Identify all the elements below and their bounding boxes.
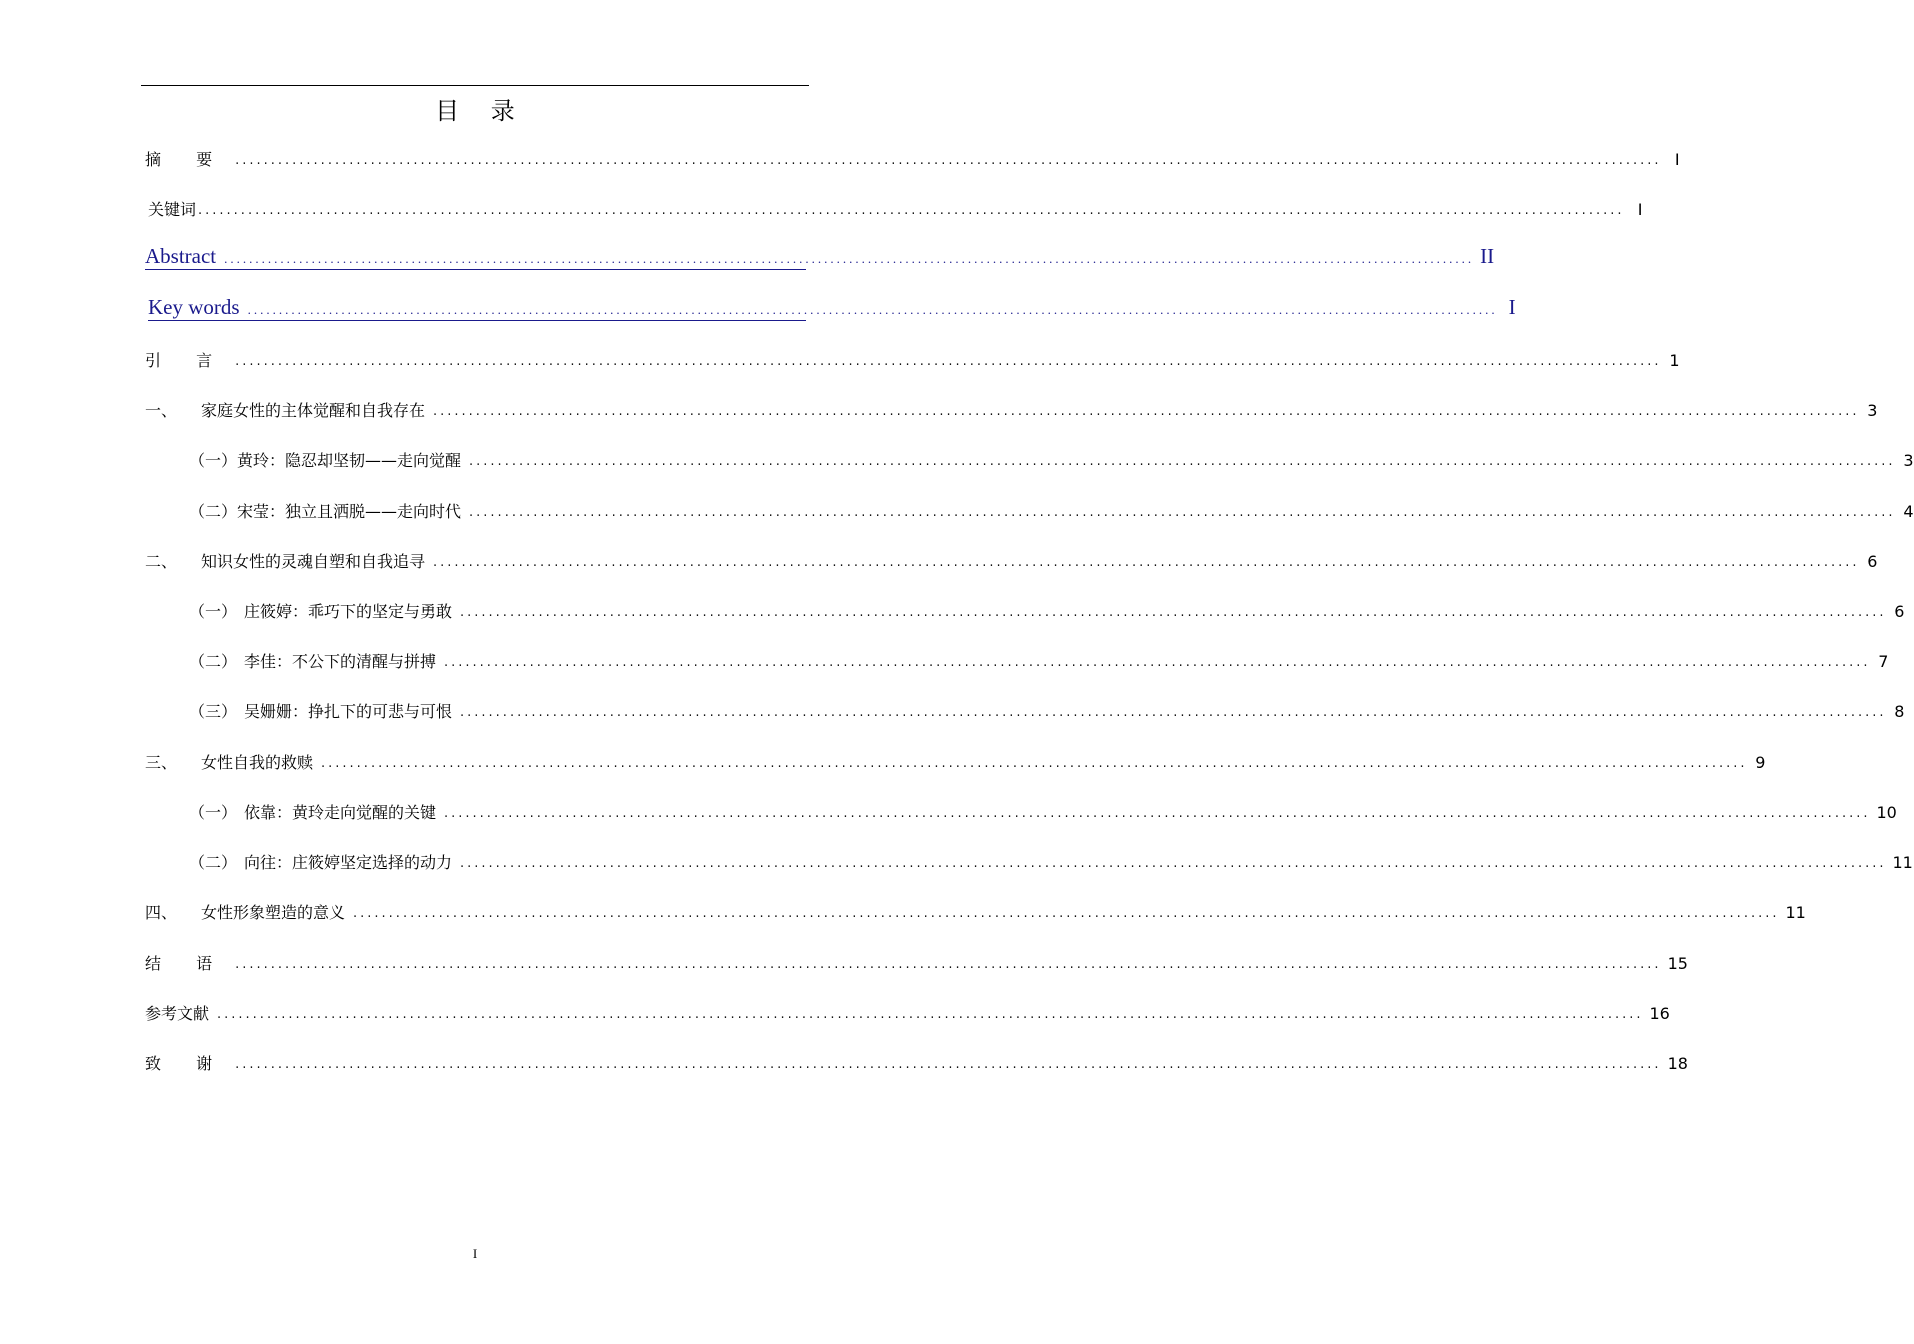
- toc-entry-acknowledgements[interactable]: [145, 1047, 1688, 1075]
- toc-entry-abstract-en[interactable]: [145, 241, 1495, 270]
- toc-entry-page: I: [1674, 150, 1680, 169]
- toc-entry-label: 关键词: [148, 200, 197, 219]
- toc-entry-text: 向往：庄筱婷坚定选择的动力: [244, 853, 453, 872]
- toc-leader-dots: ........................................................................................................................................................................................................: [433, 404, 1860, 419]
- toc-entry-text: 依靠：黄玲走向觉醒的关键: [244, 803, 437, 822]
- toc-entry-number: （二）: [189, 652, 238, 671]
- toc-entry-number: （二）: [189, 853, 238, 872]
- toc-entry-chapter-3[interactable]: [145, 746, 1766, 774]
- toc-leader-dots: ........................................................................................................................................................................................................: [460, 856, 1887, 871]
- toc-entry-label: [145, 400, 425, 422]
- toc-entry-number: （一）: [189, 803, 238, 822]
- toc-leader-dots: ........................................................................................................................................................................................................: [235, 957, 1662, 972]
- toc-leader-dots: ........................................................................................................................................................................................................: [235, 354, 1662, 369]
- toc-entry-label: [189, 651, 436, 673]
- page-number: I: [472, 1246, 478, 1261]
- toc-entry-text: 宋莹：独立且洒脱——走向时代: [237, 502, 462, 521]
- toc-entry-references[interactable]: [145, 997, 1670, 1025]
- toc-entry-label: [189, 450, 461, 472]
- toc-entry-chapter-1[interactable]: [145, 394, 1878, 422]
- toc-entry-chapter-2[interactable]: [145, 545, 1878, 573]
- toc-entry-chapter-2-3[interactable]: [189, 695, 1905, 723]
- toc-leader-dots: ........................................................................................................................................................................................................: [433, 555, 1860, 570]
- toc-leader-dots: ........................................................................................................................................................................................................: [460, 705, 1887, 720]
- toc-entry-chapter-3-1[interactable]: [189, 796, 1897, 824]
- toc-entry-label: 致 谢: [145, 1054, 228, 1073]
- toc-entry-text: 李佳：不公下的清醒与拼搏: [244, 652, 437, 671]
- toc-entry-label: [189, 852, 452, 874]
- toc-leader-dots: ........................................................................................................................................................................................................: [198, 203, 1625, 218]
- toc-leader-dots: ........................................................................................................................................................................................................: [444, 806, 1871, 821]
- toc-leader-dots: ........................................................................................................................................................................................................: [469, 505, 1896, 520]
- toc-entry-page: I: [1637, 200, 1643, 219]
- toc-entry-text: 女性自我的救赎: [201, 753, 314, 772]
- toc-entry-page: 9: [1755, 753, 1766, 772]
- toc-entry-label: [189, 501, 461, 523]
- toc-entry-label: [189, 802, 436, 824]
- toc-leader-dots: ........................................................................................................................................................................................................: [224, 251, 1475, 266]
- toc-leader-dots: ........................................................................................................................................................................................................: [469, 454, 1896, 469]
- toc-entry-label: [189, 701, 452, 723]
- toc-entry-keywords-cn[interactable]: [145, 193, 1643, 221]
- toc-entry-text: 庄筱婷：乖巧下的坚定与勇敢: [244, 602, 453, 621]
- toc-entry-page: 4: [1903, 502, 1914, 521]
- toc-leader-dots: ........................................................................................................................................................................................................: [247, 302, 1498, 317]
- toc-leader-dots: ........................................................................................................................................................................................................: [217, 1007, 1644, 1022]
- toc-entry-text: 黄玲：隐忍却坚韧——走向觉醒: [237, 451, 462, 470]
- toc-leader-dots: ........................................................................................................................................................................................................: [321, 756, 1748, 771]
- toc-entry-page: 18: [1667, 1054, 1688, 1073]
- toc-leader-dots: ........................................................................................................................................................................................................: [235, 1057, 1662, 1072]
- toc-entry-chapter-3-2[interactable]: [189, 846, 1913, 874]
- toc-entry-label: [145, 551, 425, 573]
- toc-entry-page: 3: [1867, 401, 1878, 420]
- toc-entry-page: 1: [1669, 351, 1680, 370]
- toc-entry-label: 引 言: [145, 351, 228, 370]
- toc-entry-number: （一）: [189, 451, 238, 470]
- toc-entry-page: 16: [1649, 1004, 1670, 1023]
- toc-entry-page: II: [1480, 244, 1495, 268]
- toc-entry-label: [189, 601, 452, 623]
- toc-entry-conclusion[interactable]: [145, 947, 1688, 975]
- toc-entry-label: [145, 752, 313, 774]
- toc-entry-page: 11: [1785, 903, 1806, 922]
- toc-entry-label: Key words: [148, 295, 240, 319]
- toc-entry-abstract-cn[interactable]: [145, 143, 1680, 171]
- toc-leader-dots: ........................................................................................................................................................................................................: [460, 605, 1887, 620]
- toc-entry-keywords-en[interactable]: [148, 292, 1516, 321]
- toc-entry-chapter-4[interactable]: [145, 896, 1806, 924]
- toc-entry-text: 女性形象塑造的意义: [201, 903, 346, 922]
- toc-entry-page: 6: [1867, 552, 1878, 571]
- toc-entry-text: 家庭女性的主体觉醒和自我存在: [201, 401, 426, 420]
- toc-entry-page: 11: [1892, 853, 1913, 872]
- toc-entry-page: 15: [1667, 954, 1688, 973]
- toc-title: 目 录: [435, 97, 527, 125]
- toc-entry-page: 3: [1903, 451, 1914, 470]
- toc-entry-page: 7: [1878, 652, 1889, 671]
- toc-leader-dots: ........................................................................................................................................................................................................: [235, 153, 1662, 168]
- toc-entry-number: 四、: [145, 903, 178, 922]
- toc-entry-number: 三、: [145, 753, 178, 772]
- toc-entry-page: 8: [1894, 702, 1905, 721]
- toc-entry-chapter-2-2[interactable]: [189, 645, 1889, 673]
- toc-entry-page: I: [1508, 295, 1516, 319]
- toc-entry-number: （一）: [189, 602, 238, 621]
- toc-entry-chapter-1-1[interactable]: [189, 444, 1914, 472]
- toc-entry-text: 知识女性的灵魂自塑和自我追寻: [201, 552, 426, 571]
- toc-entry-introduction[interactable]: [145, 344, 1680, 372]
- toc-entry-chapter-2-1[interactable]: [189, 595, 1905, 623]
- toc-entry-page: 6: [1894, 602, 1905, 621]
- toc-entry-label: [145, 902, 345, 924]
- toc-entry-label: Abstract: [145, 244, 217, 268]
- toc-entry-text: 吴姗姗：挣扎下的可悲与可恨: [244, 702, 453, 721]
- toc-entry-number: （三）: [189, 702, 238, 721]
- toc-entry-label: 结 语: [145, 954, 228, 973]
- toc-entry-number: （二）: [189, 502, 238, 521]
- toc-entry-label: 摘 要: [145, 150, 228, 169]
- toc-entry-number: 一、: [145, 401, 178, 420]
- toc-entry-page: 10: [1876, 803, 1897, 822]
- toc-entry-number: 二、: [145, 552, 178, 571]
- toc-leader-dots: ........................................................................................................................................................................................................: [444, 655, 1871, 670]
- toc-entry-label: 参考文献: [145, 1004, 210, 1023]
- toc-leader-dots: ........................................................................................................................................................................................................: [353, 906, 1780, 921]
- toc-entry-chapter-1-2[interactable]: [189, 495, 1914, 523]
